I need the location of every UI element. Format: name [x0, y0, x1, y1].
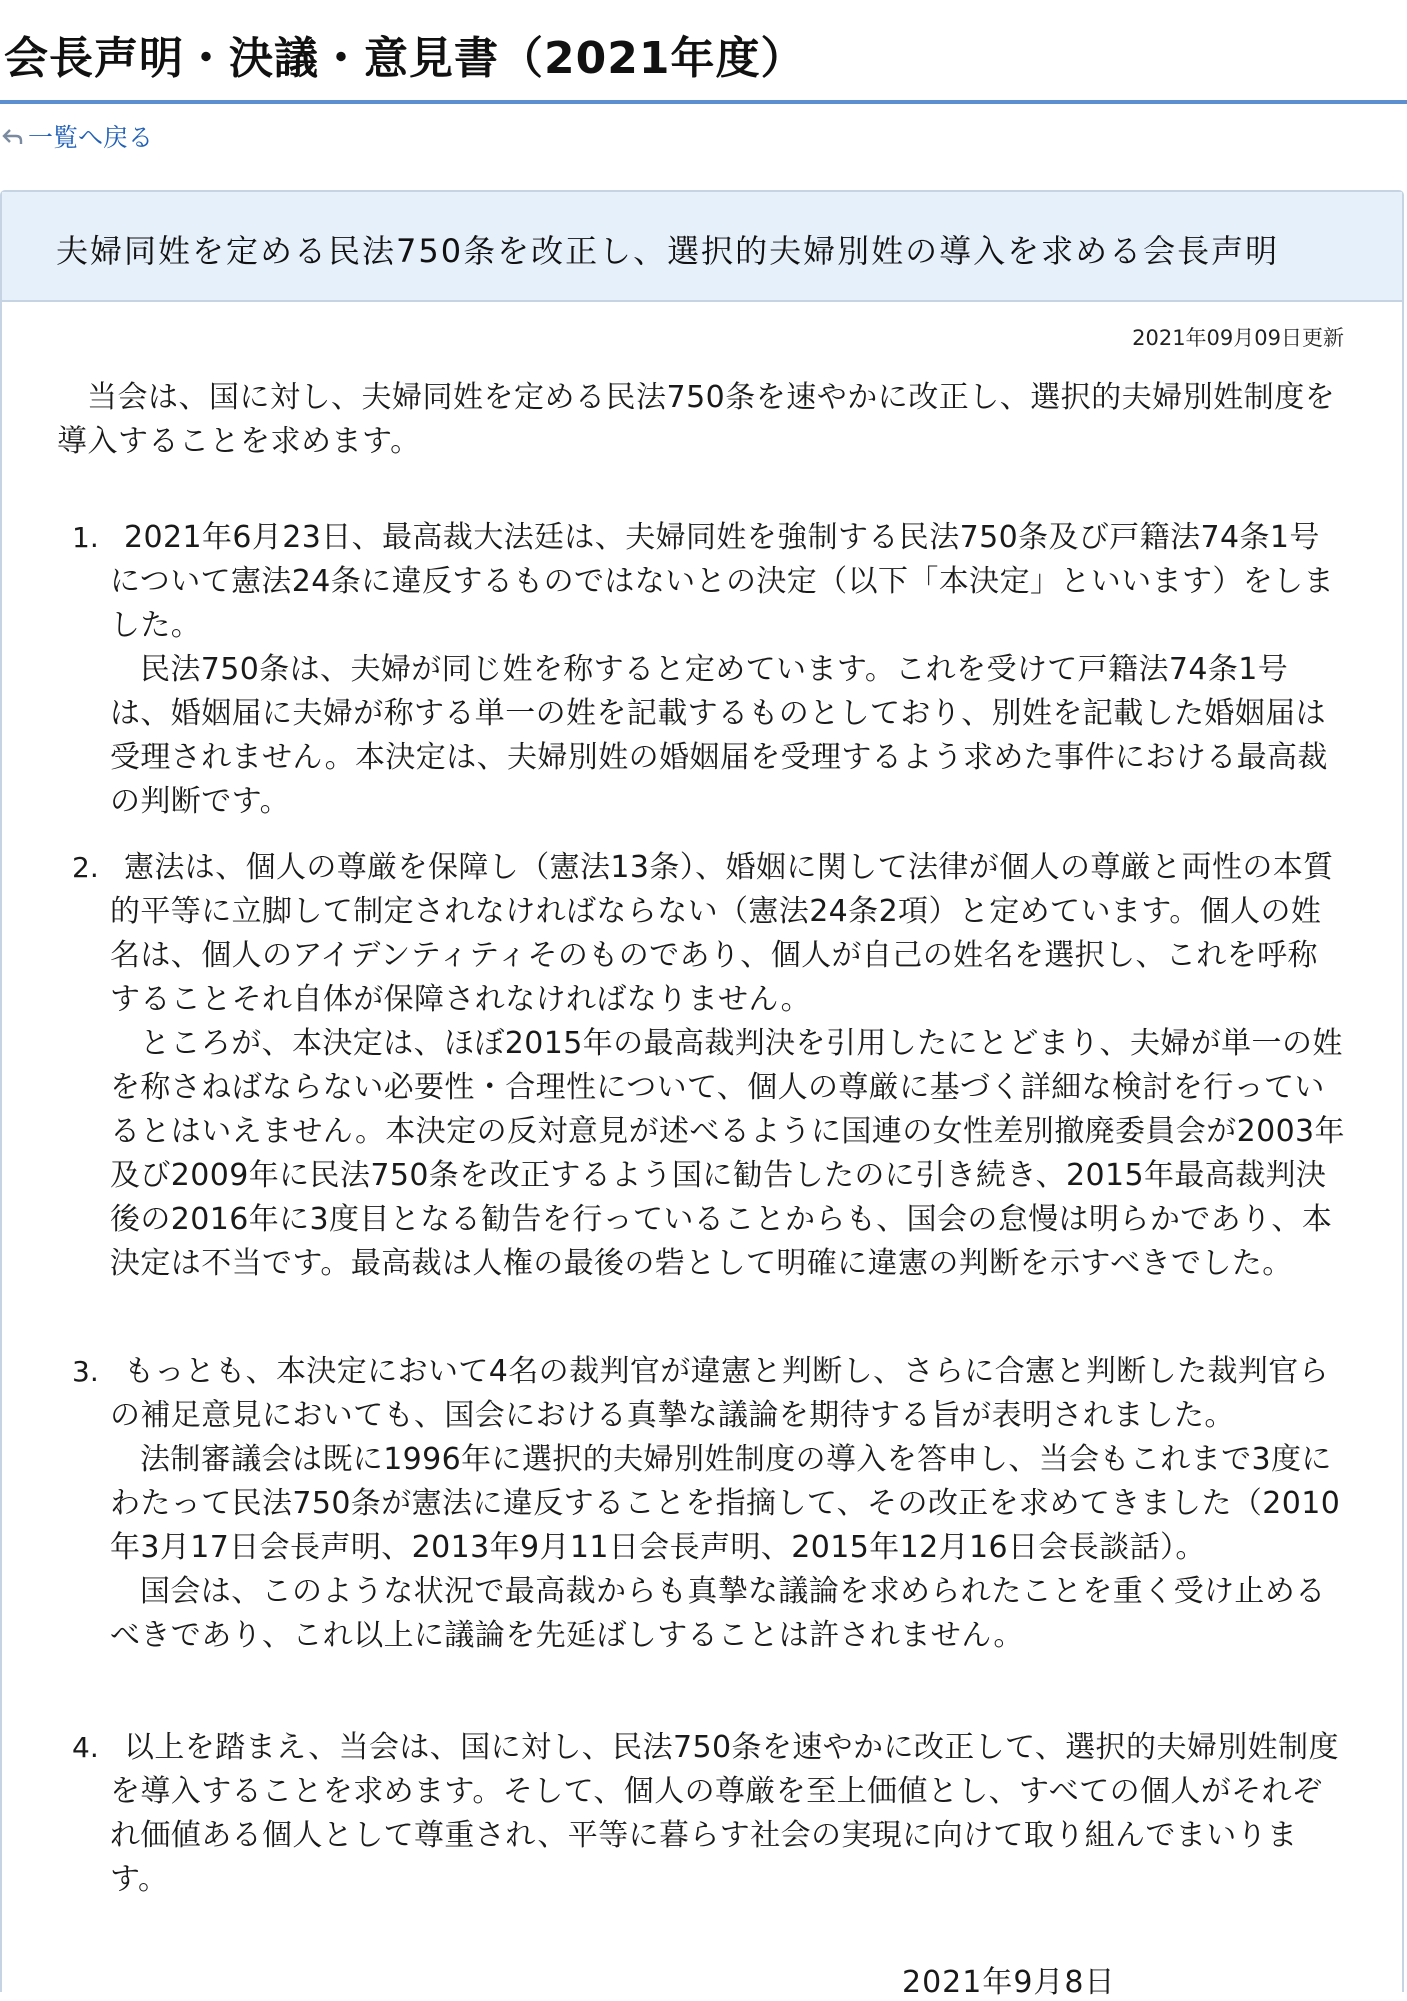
item-paragraph: ところが、本決定は、ほぼ2015年の最高裁判決を引用したにとどまり、夫婦が単一の姓を称さねばならない必要性・合理性について、個人の尊厳に基づく詳細な検討を行っているとはいえません。本決定の反対意見が述べるように国連の女性差別撤廃委員会が2003年及び2009年に民法750条を改正するよう国に勧告したのに引き続き、2015年最高裁判決後の2016年に3度目となる勧告を行っていることからも、国会の怠慢は明らかであり、本決定は不当です。最高裁は人権の最後の砦として明確に違憲の判断を示すべきでした。 — [110, 1026, 1345, 1281]
back-arrow-icon — [2, 127, 24, 145]
item-number: 1. — [72, 521, 99, 554]
item-paragraph: 憲法は、個人の尊厳を保障し（憲法13条）、婚姻に関して法律が個人の尊厳と両性の本質的平等に立脚して制定されなければならない（憲法24条2項）と定めています。個人の姓名は、個人のアイデンティティそのものであり、個人が自己の姓名を選択し、これを呼称することそれ自体が保障されなければなりません。 — [110, 850, 1334, 1017]
item-paragraph: 法制審議会は既に1996年に選択的夫婦別姓制度の導入を答申し、当会もこれまで3度にわたって民法750条が憲法に違反することを指摘して、その改正を求めてきました（2010年3月17日会長声明、2013年9月11日会長声明、2015年12月16日会長談話）。 — [110, 1442, 1341, 1565]
item-number: 3. — [72, 1355, 99, 1388]
back-link-label: 一覧へ戻る — [28, 123, 154, 152]
item-body — [110, 846, 1345, 1286]
item-body — [110, 1726, 1345, 1902]
item-paragraph: 2021年6月23日、最高裁大法廷は、夫婦同姓を強制する民法750条及び戸籍法74条1号について憲法24条に違反するものではないとの決定（以下「本決定」といいます）をしました。 — [110, 520, 1334, 643]
item-body — [110, 516, 1345, 824]
item-body — [110, 1350, 1345, 1658]
item-paragraph: もっとも、本決定において4名の裁判官が違憲と判断し、さらに合憲と判断した裁判官らの補足意見においても、国会における真摯な議論を期待する旨が表明されました。 — [110, 1354, 1330, 1433]
item-number: 2. — [72, 851, 99, 884]
item-number: 4. — [72, 1731, 99, 1764]
item-paragraph: 民法750条は、夫婦が同じ姓を称すると定めています。これを受けて戸籍法74条1号は、婚姻届に夫婦が称する単一の姓を記載するものとしており、別姓を記載した婚姻届は受理されません。本決定は、夫婦別姓の婚姻届を受理するよう求めた事件における最高裁の判断です。 — [110, 652, 1328, 819]
item-paragraph: 以上を踏まえ、当会は、国に対し、民法750条を速やかに改正して、選択的夫婦別姓制度を導入することを求めます。そして、個人の尊厳を至上価値とし、すべての個人がそれぞれ価値ある個人として尊重され、平等に暮らす社会の実現に向けて取り組んでまいります。 — [110, 1730, 1339, 1897]
item-paragraph: 国会は、このような状況で最高裁からも真摯な議論を求められたことを重く受け止めるべきであり、これ以上に議論を先延ばしすることは許されません。 — [110, 1574, 1326, 1653]
intro-paragraph: 当会は、国に対し、夫婦同姓を定める民法750条を速やかに改正し、選択的夫婦別姓制度を導入することを求めます。 — [57, 380, 1336, 459]
statement-header — [2, 192, 1402, 302]
updated-date: 2021年09月09日更新 — [1132, 326, 1344, 350]
statement-date: 2021年9月8日 — [902, 1965, 1116, 2000]
statement-title: 夫婦同姓を定める民法750条を改正し、選択的夫婦別姓の導入を求める会長声明 — [56, 232, 1280, 270]
back-to-list-link[interactable] — [2, 118, 153, 154]
page-title: 会長声明・決議・意見書（2021年度） — [4, 33, 806, 84]
statement-card — [0, 190, 1404, 2000]
page-header — [0, 0, 1407, 104]
